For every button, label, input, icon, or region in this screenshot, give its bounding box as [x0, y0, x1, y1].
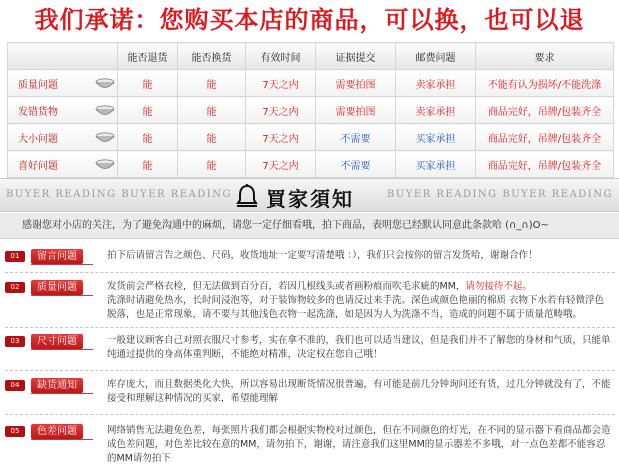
note-highlight: 请勿接待不起。: [465, 281, 532, 292]
header-cell: [8, 43, 118, 70]
bowl-icon: [95, 157, 115, 173]
divider: [5, 327, 615, 328]
note-color: [5, 424, 615, 468]
note-tag: [5, 424, 100, 439]
note-tag-label: 色差问题: [31, 424, 83, 439]
table-cell: 7天之内: [246, 97, 316, 124]
table-cell: 商品完好，吊牌/包装齐全: [476, 151, 614, 178]
table-row: [8, 151, 614, 178]
tag-underline: [31, 295, 93, 296]
note-text: 拍下后请留言告之颜色、尺码，收货地址一定要写清楚哦 ：），我们只会按你的留言发货哈，谢谢合作！: [107, 250, 538, 261]
table-cell: 能: [178, 97, 246, 124]
note-tag-label: 质量问题: [31, 280, 83, 295]
row-label: 喜好问题: [18, 160, 58, 172]
thanks-bar: 感谢您对小店的关注，为了避免沟通中的麻烦，请您一定仔细看哦，拍下商品，表明您已经默认同意此条款哈 (∩_∩)O~: [0, 213, 619, 239]
table-cell: 能: [178, 70, 246, 97]
table-cell: 商品完好，吊牌/包装齐全: [476, 97, 614, 124]
note-tag: [5, 334, 100, 349]
note-number: 02: [5, 282, 25, 293]
row-label: 发错货物: [18, 106, 58, 118]
table-cell: 商品完好，吊牌/包装齐全: [476, 124, 614, 151]
banner-title: 買家須知: [266, 187, 354, 211]
row-label: 大小问题: [18, 133, 58, 145]
promise-text: 我们承诺：您购买本店的商品，可以换，也可以退: [34, 6, 585, 34]
note-message: [5, 249, 615, 265]
table-row: [8, 124, 614, 151]
note-text: 网络销售无法避免色差，每张照片我们都会根据实物校对过颜色，但在不同颜色的灯光，在不同的显示器下看商品都会造成色差问题，对色差比较在意的MM，请勿拍下，谢谢，请注意我们这里MM的显示器差不多哦，对一点色差都不能容忍 的MM请勿拍下: [107, 425, 611, 464]
note-tag-label: 缺货通知: [31, 378, 83, 393]
divider: [5, 272, 615, 273]
header-cell: 能否换货: [178, 43, 246, 70]
note-tag: [5, 378, 100, 393]
table-row: [8, 70, 614, 97]
note-number: 05: [5, 426, 25, 437]
table-cell: 卖家承担: [396, 70, 476, 97]
note-text: 一般建议顾客自己对照衣服尺寸参考，实在拿不准的，我们也可以适当建议，但是我们并不了解您的身材和气质，只能单纯通过提供的身高体重判断，不能绝对精准，决定权在您自己哦！: [107, 335, 611, 360]
header-cell: 证据提交: [316, 43, 396, 70]
promise-banner: [0, 0, 619, 40]
header-cell: 邮费问题: [396, 43, 476, 70]
note-text: 库存庞大，而且数据类化大快，所以容易出现断货情况很普遍，有可能是前几分钟询问还有货，过几分钟就没有了，不能接受和理解这种情况的买家，希望能理解: [107, 379, 611, 404]
note-text-part: 发货前会严格衣检，但无法做到百分百，若因几根线头或者画粉痕而吹毛求疵的MM，: [107, 281, 466, 292]
table-cell: 能: [118, 124, 178, 151]
note-size: [5, 334, 615, 364]
note-stock: [5, 378, 615, 408]
table-cell: 能: [178, 124, 246, 151]
table-cell: 能: [178, 151, 246, 178]
note-text-part: 洗涤时请避免热水，长时间浸泡等，对于装饰物较多的也请反过来手洗。深色或颜色艳丽的棉质 衣物下水若有轻微浮色脱落，也是正常现象，请不要与其他浅色衣物一起洗涤，如是因为人为洗涤不当，造成的问题不属于质量范畴哦。: [107, 295, 605, 320]
table-cell: 7天之内: [246, 151, 316, 178]
bell-icon: [234, 183, 260, 209]
table-row: [8, 97, 614, 124]
divider: [5, 414, 615, 415]
row-label-cell: [8, 70, 118, 97]
banner-title-block: [230, 182, 380, 210]
header-cell: 有效时间: [246, 43, 316, 70]
buyer-reading-banner: [0, 178, 619, 212]
table-cell: 7天之内: [246, 70, 316, 97]
tag-underline: [31, 264, 93, 265]
note-tag: [5, 280, 100, 295]
tag-underline: [31, 393, 93, 394]
banner-right-text: BUYER READING BUYER READING: [387, 189, 613, 200]
table-cell: 需要拍图: [316, 70, 396, 97]
banner-left-text: BUYER READING BUYER READING: [6, 189, 232, 200]
tag-underline: [31, 439, 93, 440]
note-number: 04: [5, 380, 25, 391]
table-header-row: [8, 43, 614, 70]
table-cell: 买家承担: [396, 151, 476, 178]
table-cell: 卖家承担: [396, 97, 476, 124]
bowl-icon: [95, 76, 115, 92]
table-cell: 不能有认为损坏/不能洗涤: [476, 70, 614, 97]
header-cell: 能否退货: [118, 43, 178, 70]
note-tag-label: 留言问题: [31, 249, 83, 264]
row-label-cell: [8, 97, 118, 124]
table-cell: 能: [118, 70, 178, 97]
note-tag: [5, 249, 100, 264]
table-cell: 需要拍图: [316, 97, 396, 124]
row-label-cell: [8, 151, 118, 178]
note-quality: [5, 280, 615, 324]
table-cell: 买家承担: [396, 124, 476, 151]
table-cell: 不需要: [316, 151, 396, 178]
bowl-icon: [95, 103, 115, 119]
table-cell: 7天之内: [246, 124, 316, 151]
table-cell: 不需要: [316, 124, 396, 151]
row-label: 质量问题: [18, 79, 58, 91]
divider: [5, 370, 615, 371]
header-cell: 要求: [476, 43, 614, 70]
note-number: 03: [5, 336, 25, 347]
table-cell: 能: [118, 97, 178, 124]
table-cell: 能: [118, 151, 178, 178]
note-number: 01: [5, 251, 25, 262]
note-tag-label: 尺寸问题: [31, 334, 83, 349]
return-policy-table: [7, 42, 614, 178]
note-text: [107, 280, 611, 322]
bowl-icon: [95, 130, 115, 146]
tag-underline: [31, 349, 93, 350]
row-label-cell: [8, 124, 118, 151]
